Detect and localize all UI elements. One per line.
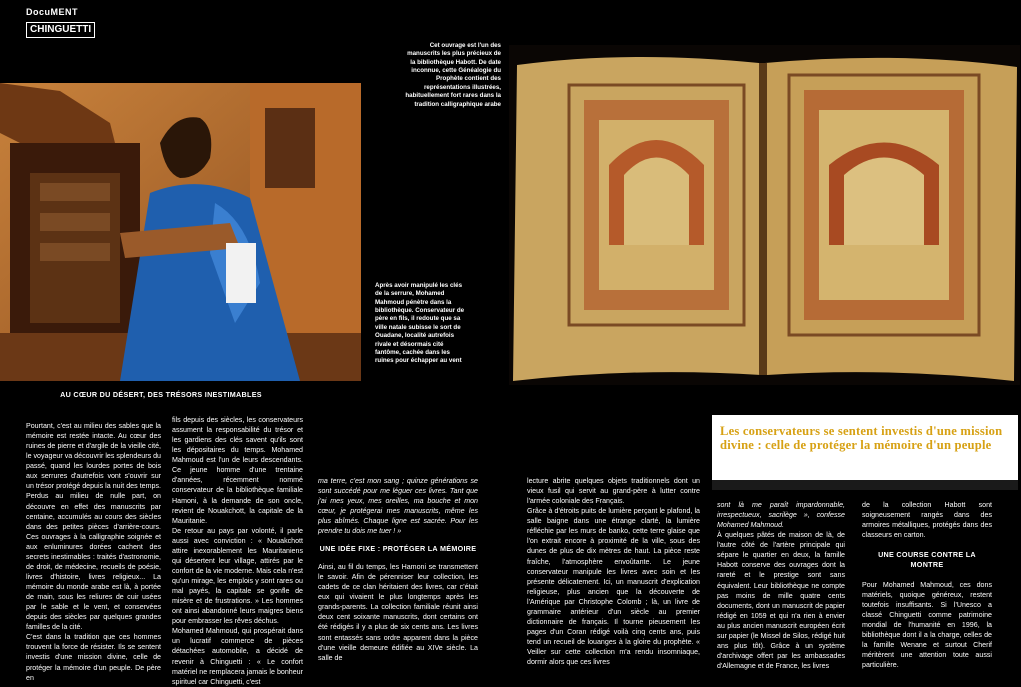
photo-librarian-at-door [0, 83, 361, 381]
article-column-6 [862, 500, 992, 670]
paragraph: À quelques pâtés de maison de là, de l'autre côté de l'artère principale qui sépare le quartier en deux, la famille Habott conserve des ouvrages dont la rareté et le prestige sont sans équivalent. Leur bibliothèque ne compte pas moins de mille quatre cents documents, dont un manuscrit de papier rédigé en 1059 et qui n'a rien à envier au plus ancien manuscrit européen écrit sur papier (le Missel de Silos, rédigé huit ans plus tôt). Grâce à un système d'archivage offert par les ambassades d'Allemagne et de France, les livres [717, 531, 845, 670]
photo-illuminated-manuscript [509, 45, 1020, 385]
article-column-2 [172, 415, 303, 687]
caption-manuscript: Cet ouvrage est l'un des manuscrits les plus précieux de la bibliothèque Habott. De date inconnue, cette Généalogie du Prophète contient des représentations illustrées, habituellement fort rares dans la tradition calligraphique arabe [405, 42, 501, 108]
subhead-course-contre-la-montre: UNE COURSE CONTRE LA MONTRE [878, 550, 976, 569]
article-column-3 [318, 476, 478, 663]
quote-paragraph: sont là me paraît impardonnable, irrespectueux, sacrilège », confesse Mohamed Mahmoud. [717, 501, 845, 530]
article-column-1 [26, 421, 161, 683]
section-label: CHINGUETTI [26, 22, 95, 38]
pull-quote-bar [712, 480, 1018, 490]
article-column-5 [717, 500, 845, 671]
quote-paragraph: ma terre, c'est mon sang ; quinze générations se sont succédé pour me léguer ces livres. Tant que j'ai mes yeux, mes oreilles, ma bouche et mon cœur, je protégerai mes manuscrits, même les plus abîmés. Chaque ligne est sacrée. Pour les prendre tu dois me tuer ! » [318, 477, 478, 536]
paragraph: De retour au pays par volonté, il parle aussi avec conviction : « Nouakchott attire inexorablement les Mauritaniens qui désertent leur village, attirés par le confort de la vie moderne. Mais cela n'est qu'un mirage, les emplois y sont rares ou mal payés, la capitale se gonfle de misère et de frustrations. » Les hommes ont ainsi abandonné leurs maigres biens pour embrasser les rêves déchus. [172, 526, 303, 626]
paragraph: Pourtant, c'est au milieu des sables que la mémoire est restée intacte. Au cœur des ruines de pierre et d'argile de la vieille cité, le voyageur va découvrir les splendeurs du passé, quand les lourdes portes de bois aux serrures d'autrefois vont s'ouvrir sur un trésor protégé depuis la nuit des temps. Perdus au milieu de nulle part, on découvre en effet des manuscrits par centaine, accumulés au cours des siècles dans des petites pièces d'arrière-cours. Ces ouvrages à la calligraphie soignée et aux enluminures dorées cachent des secrets inestimables : traités d'astronomie, de droit, de médecine, recueils de poésie, livres d'histoire, livres religieux... La mémoire du monde arabe est là, à portée de main, sous les reliures de cuir usées par le sable et le vent, et conservées depuis des siècles par quelques grandes familles de la cité. [26, 422, 161, 632]
paragraph: fils depuis des siècles, les conservateurs assument la responsabilité du trésor et les gardiens des clés savent qu'ils sont les dépositaires du temps. Mohamed Mahmoud est l'un de leurs descendants. Ce jeune homme d'une trentaine d'années, récemment nommé conservateur de la bibliothèque familiale Hamoni, à la demande de son oncle, revient de Nouakchott, la capitale de la Mauritanie. [172, 416, 303, 525]
paragraph: C'est dans la tradition que ces hommes trouvent la force de résister. Ils se sentent investis d'une mission divine, celle de protéger la mémoire d'un peuple. De père en [26, 633, 161, 682]
paragraph: de la collection Habott sont soigneusement rangés dans des armoires métalliques, protégés dans des classeurs en carton. [862, 501, 992, 540]
article-column-4 [527, 476, 700, 667]
paragraph: Ainsi, au fil du temps, les Hamoni se transmettent le savoir. Afin de pérenniser leur collection, les cadets de ce clan héritaient des livres, car c'était eux qui vivaient le plus longtemps après les grands-parents. La collection familiale réunit ainsi deux cent soixante manuscrits, dont certains ont été rédigés il y a plus de six cents ans. Les livres sont entassés sans ordre apparent dans la pièce d'une vieille demeure édifiée au XIVe siècle. La salle de [318, 563, 478, 662]
magazine-brand: DocuMENT [26, 7, 78, 17]
paragraph: lecture abrite quelques objets traditionnels dont un vieux fusil qui servit au grand-père à lutter contre l'armée coloniale des Français. [527, 477, 700, 506]
section-headline: AU CŒUR DU DÉSERT, DES TRÉSORS INESTIMABLES [60, 390, 262, 399]
subhead-idee-fixe: UNE IDÉE FIXE : PROTÉGER LA MÉMOIRE [319, 544, 477, 554]
caption-librarian: Après avoir manipulé les clés de la serrure, Mohamed Mahmoud pénètre dans la bibliothèque. Conservateur de père en fils, il redoute que sa ville natale subisse le sort de Ouadane, localité autrefois rivale et désormais cité fantôme, cachée dans les ruines pour échapper au vent [375, 282, 465, 365]
paragraph: Pour Mohamed Mahmoud, ces dons matériels, quoique généreux, restent toutefois insuffisants. Si l'Unesco a classé Chinguetti comme patrimoine mondial de l'humanité en 1996, la bibliothèque dont il a la charge, celles de la famille Wenane et surtout Cherif méritèrent une attention toute aussi particulière. [862, 580, 992, 670]
paragraph: Grâce à d'étroits puits de lumière perçant le plafond, la salle baigne dans une étrange clarté, la lumière réfléchie par les murs de banko, cette terre glaise que l'on extrait encore à proximité de la ville, sous des dunes de plus de dix mètres de haut. La pièce reste fraîche, l'atmosphère envoûtante. Le jeune conservateur manipule les livres avec soin et les présente délicatement. Ici, un manuscrit d'explication religieuse, plus ancien que la découverte de l'Amérique par Christophe Colomb ; là, un livre de grammaire antérieur d'un siècle au premier dictionnaire de français. Il tourne pieusement les pages d'un Coran rédigé voilà cinq cents ans, puis tend un recueil de louanges à la gloire du prophète. « Veiller sur cette collection m'a rendu insomniaque, dormir alors que ces livres [527, 507, 700, 667]
pull-quote: Les conservateurs se sentent investis d'une mission divine : celle de protéger la mémoire d'un peuple [712, 415, 1018, 480]
paragraph: Mohamed Mahmoud, qui prospérait dans un lucratif commerce de pièces détachées automobile, a décidé de revenir à Chinguetti : « Le confort matériel ne remplacera jamais le bonheur spirituel car Chinguetti, c'est [172, 627, 303, 686]
